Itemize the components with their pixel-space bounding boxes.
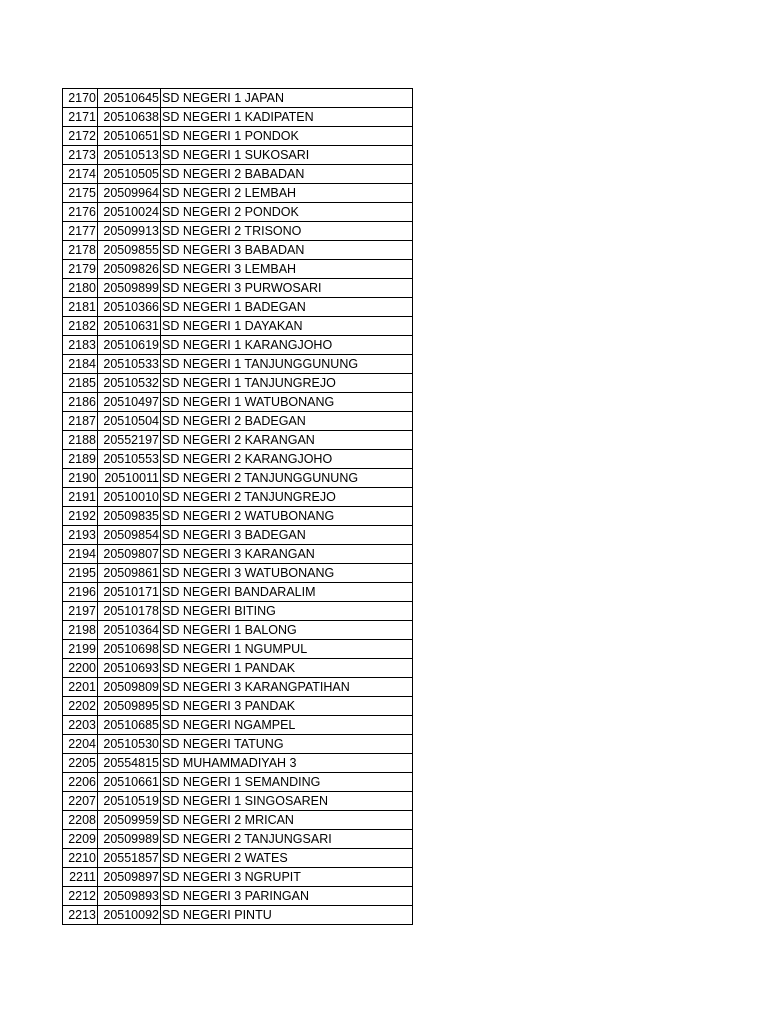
- table-row: [63, 868, 413, 887]
- school-name-cell: SD NEGERI 2 PONDOK: [161, 203, 413, 222]
- row-number-cell: 2192: [63, 507, 98, 526]
- npsn-cell: 20510010: [98, 488, 161, 507]
- school-name-cell: SD NEGERI 2 BABADAN: [161, 165, 413, 184]
- table-row: [63, 241, 413, 260]
- npsn-cell: 20510513: [98, 146, 161, 165]
- npsn-cell: 20510619: [98, 336, 161, 355]
- table-row: [63, 716, 413, 735]
- row-number-cell: 2213: [63, 906, 98, 925]
- school-name-cell: SD NEGERI 3 KARANGAN: [161, 545, 413, 564]
- table-row: [63, 811, 413, 830]
- table-row: [63, 222, 413, 241]
- row-number-cell: 2174: [63, 165, 98, 184]
- table-row: [63, 146, 413, 165]
- npsn-cell: 20510364: [98, 621, 161, 640]
- row-number-cell: 2194: [63, 545, 98, 564]
- npsn-cell: 20509895: [98, 697, 161, 716]
- npsn-cell: 20510171: [98, 583, 161, 602]
- row-number-cell: 2202: [63, 697, 98, 716]
- table-row: [63, 89, 413, 108]
- row-number-cell: 2183: [63, 336, 98, 355]
- table-row: [63, 260, 413, 279]
- npsn-cell: 20510519: [98, 792, 161, 811]
- table-row: [63, 393, 413, 412]
- table-row: [63, 564, 413, 583]
- row-number-cell: 2206: [63, 773, 98, 792]
- table-row: [63, 678, 413, 697]
- table-row: [63, 830, 413, 849]
- school-name-cell: SD NEGERI 1 KARANGJOHO: [161, 336, 413, 355]
- school-name-cell: SD NEGERI 2 LEMBAH: [161, 184, 413, 203]
- school-name-cell: SD NEGERI 1 TANJUNGREJO: [161, 374, 413, 393]
- school-name-cell: SD NEGERI 1 WATUBONANG: [161, 393, 413, 412]
- npsn-cell: 20509809: [98, 678, 161, 697]
- row-number-cell: 2197: [63, 602, 98, 621]
- school-name-cell: SD NEGERI PINTU: [161, 906, 413, 925]
- npsn-cell: 20509959: [98, 811, 161, 830]
- npsn-cell: 20509861: [98, 564, 161, 583]
- table-row: [63, 203, 413, 222]
- row-number-cell: 2210: [63, 849, 98, 868]
- row-number-cell: 2208: [63, 811, 98, 830]
- school-name-cell: SD NEGERI NGAMPEL: [161, 716, 413, 735]
- npsn-cell: 20509964: [98, 184, 161, 203]
- row-number-cell: 2204: [63, 735, 98, 754]
- table-row: [63, 165, 413, 184]
- row-number-cell: 2180: [63, 279, 98, 298]
- row-number-cell: 2177: [63, 222, 98, 241]
- table-row: [63, 659, 413, 678]
- table-row: [63, 488, 413, 507]
- row-number-cell: 2203: [63, 716, 98, 735]
- table-row: [63, 507, 413, 526]
- school-name-cell: SD NEGERI 3 PARINGAN: [161, 887, 413, 906]
- row-number-cell: 2200: [63, 659, 98, 678]
- npsn-cell: 20510698: [98, 640, 161, 659]
- school-name-cell: SD NEGERI 1 NGUMPUL: [161, 640, 413, 659]
- school-table-body: [63, 89, 413, 925]
- table-row: [63, 469, 413, 488]
- table-row: [63, 298, 413, 317]
- school-name-cell: SD NEGERI BITING: [161, 602, 413, 621]
- row-number-cell: 2178: [63, 241, 98, 260]
- school-name-cell: SD NEGERI 1 PANDAK: [161, 659, 413, 678]
- school-name-cell: SD NEGERI 2 WATUBONANG: [161, 507, 413, 526]
- row-number-cell: 2191: [63, 488, 98, 507]
- npsn-cell: 20510651: [98, 127, 161, 146]
- npsn-cell: 20554815: [98, 754, 161, 773]
- npsn-cell: 20509897: [98, 868, 161, 887]
- school-name-cell: SD NEGERI 3 PANDAK: [161, 697, 413, 716]
- npsn-cell: 20552197: [98, 431, 161, 450]
- school-name-cell: SD MUHAMMADIYAH 3: [161, 754, 413, 773]
- school-name-cell: SD NEGERI 1 SINGOSAREN: [161, 792, 413, 811]
- school-name-cell: SD NEGERI 1 KADIPATEN: [161, 108, 413, 127]
- npsn-cell: 20510532: [98, 374, 161, 393]
- row-number-cell: 2205: [63, 754, 98, 773]
- row-number-cell: 2185: [63, 374, 98, 393]
- npsn-cell: 20510024: [98, 203, 161, 222]
- school-name-cell: SD NEGERI 1 JAPAN: [161, 89, 413, 108]
- row-number-cell: 2198: [63, 621, 98, 640]
- npsn-cell: 20509854: [98, 526, 161, 545]
- table-row: [63, 697, 413, 716]
- school-name-cell: SD NEGERI 2 KARANGAN: [161, 431, 413, 450]
- row-number-cell: 2173: [63, 146, 98, 165]
- table-row: [63, 640, 413, 659]
- npsn-cell: 20509913: [98, 222, 161, 241]
- school-name-cell: SD NEGERI 3 BADEGAN: [161, 526, 413, 545]
- school-name-cell: SD NEGERI 1 TANJUNGGUNUNG: [161, 355, 413, 374]
- npsn-cell: 20510631: [98, 317, 161, 336]
- table-row: [63, 127, 413, 146]
- school-name-cell: SD NEGERI BANDARALIM: [161, 583, 413, 602]
- school-name-cell: SD NEGERI 3 LEMBAH: [161, 260, 413, 279]
- table-row: [63, 545, 413, 564]
- row-number-cell: 2175: [63, 184, 98, 203]
- npsn-cell: 20510638: [98, 108, 161, 127]
- npsn-cell: 20509899: [98, 279, 161, 298]
- table-row: [63, 108, 413, 127]
- row-number-cell: 2207: [63, 792, 98, 811]
- row-number-cell: 2212: [63, 887, 98, 906]
- table-row: [63, 336, 413, 355]
- school-name-cell: SD NEGERI 2 KARANGJOHO: [161, 450, 413, 469]
- npsn-cell: 20551857: [98, 849, 161, 868]
- npsn-cell: 20509826: [98, 260, 161, 279]
- row-number-cell: 2181: [63, 298, 98, 317]
- row-number-cell: 2211: [63, 868, 98, 887]
- table-row: [63, 849, 413, 868]
- row-number-cell: 2196: [63, 583, 98, 602]
- row-number-cell: 2186: [63, 393, 98, 412]
- table-row: [63, 792, 413, 811]
- school-name-cell: SD NEGERI 3 WATUBONANG: [161, 564, 413, 583]
- row-number-cell: 2179: [63, 260, 98, 279]
- school-name-cell: SD NEGERI 3 KARANGPATIHAN: [161, 678, 413, 697]
- row-number-cell: 2193: [63, 526, 98, 545]
- npsn-cell: 20510505: [98, 165, 161, 184]
- row-number-cell: 2195: [63, 564, 98, 583]
- school-name-cell: SD NEGERI TATUNG: [161, 735, 413, 754]
- school-name-cell: SD NEGERI 3 NGRUPIT: [161, 868, 413, 887]
- npsn-cell: 20510685: [98, 716, 161, 735]
- school-name-cell: SD NEGERI 1 PONDOK: [161, 127, 413, 146]
- table-row: [63, 621, 413, 640]
- row-number-cell: 2190: [63, 469, 98, 488]
- table-row: [63, 906, 413, 925]
- table-row: [63, 526, 413, 545]
- table-row: [63, 583, 413, 602]
- npsn-cell: 20510553: [98, 450, 161, 469]
- table-row: [63, 431, 413, 450]
- npsn-cell: 20510530: [98, 735, 161, 754]
- row-number-cell: 2209: [63, 830, 98, 849]
- npsn-cell: 20510178: [98, 602, 161, 621]
- school-name-cell: SD NEGERI 2 MRICAN: [161, 811, 413, 830]
- row-number-cell: 2171: [63, 108, 98, 127]
- school-name-cell: SD NEGERI 2 TANJUNGGUNUNG: [161, 469, 413, 488]
- npsn-cell: 20510011: [98, 469, 161, 488]
- table-row: [63, 279, 413, 298]
- table-row: [63, 412, 413, 431]
- npsn-cell: 20510366: [98, 298, 161, 317]
- school-name-cell: SD NEGERI 2 TANJUNGREJO: [161, 488, 413, 507]
- row-number-cell: 2184: [63, 355, 98, 374]
- school-name-cell: SD NEGERI 2 BADEGAN: [161, 412, 413, 431]
- school-name-cell: SD NEGERI 1 SEMANDING: [161, 773, 413, 792]
- row-number-cell: 2187: [63, 412, 98, 431]
- school-name-cell: SD NEGERI 1 DAYAKAN: [161, 317, 413, 336]
- row-number-cell: 2182: [63, 317, 98, 336]
- npsn-cell: 20510661: [98, 773, 161, 792]
- school-name-cell: SD NEGERI 3 BABADAN: [161, 241, 413, 260]
- npsn-cell: 20509835: [98, 507, 161, 526]
- row-number-cell: 2199: [63, 640, 98, 659]
- table-row: [63, 450, 413, 469]
- school-name-cell: SD NEGERI 2 TRISONO: [161, 222, 413, 241]
- table-row: [63, 374, 413, 393]
- row-number-cell: 2176: [63, 203, 98, 222]
- table-row: [63, 773, 413, 792]
- school-name-cell: SD NEGERI 2 TANJUNGSARI: [161, 830, 413, 849]
- table-row: [63, 317, 413, 336]
- npsn-cell: 20509989: [98, 830, 161, 849]
- table-row: [63, 602, 413, 621]
- npsn-cell: 20509855: [98, 241, 161, 260]
- row-number-cell: 2188: [63, 431, 98, 450]
- npsn-cell: 20509807: [98, 545, 161, 564]
- row-number-cell: 2172: [63, 127, 98, 146]
- school-name-cell: SD NEGERI 1 BALONG: [161, 621, 413, 640]
- school-name-cell: SD NEGERI 1 SUKOSARI: [161, 146, 413, 165]
- row-number-cell: 2189: [63, 450, 98, 469]
- table-row: [63, 754, 413, 773]
- table-row: [63, 355, 413, 374]
- table-row: [63, 184, 413, 203]
- school-name-cell: SD NEGERI 1 BADEGAN: [161, 298, 413, 317]
- npsn-cell: 20510533: [98, 355, 161, 374]
- npsn-cell: 20509893: [98, 887, 161, 906]
- row-number-cell: 2201: [63, 678, 98, 697]
- npsn-cell: 20510092: [98, 906, 161, 925]
- npsn-cell: 20510504: [98, 412, 161, 431]
- table-row: [63, 735, 413, 754]
- table-row: [63, 887, 413, 906]
- npsn-cell: 20510645: [98, 89, 161, 108]
- school-table: [62, 88, 413, 925]
- npsn-cell: 20510693: [98, 659, 161, 678]
- row-number-cell: 2170: [63, 89, 98, 108]
- school-name-cell: SD NEGERI 3 PURWOSARI: [161, 279, 413, 298]
- school-name-cell: SD NEGERI 2 WATES: [161, 849, 413, 868]
- npsn-cell: 20510497: [98, 393, 161, 412]
